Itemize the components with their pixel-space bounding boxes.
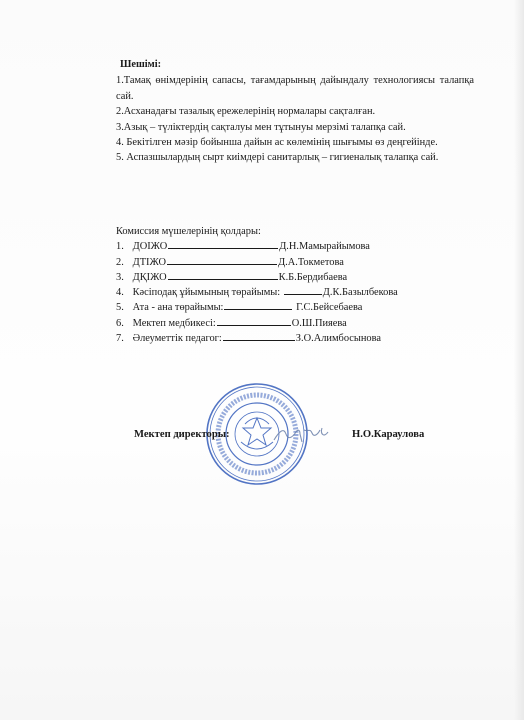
member-number: 6.: [116, 317, 124, 329]
commission-section: [116, 224, 476, 346]
member-number: 4.: [116, 287, 124, 299]
decision-item-2: 2.Асханадағы тазалық ережелерінің нормалары сақталған.: [116, 106, 376, 118]
commission-members-list: [116, 239, 476, 346]
director-name: Н.О.Караулова: [352, 429, 425, 440]
member-number: 2.: [116, 256, 124, 268]
signature-line: [217, 316, 291, 326]
signature-line: [224, 300, 292, 310]
member-row: [116, 239, 476, 254]
member-role: Кәсіподақ ұйымының төрайымы:: [132, 287, 281, 299]
member-row: [116, 255, 476, 270]
member-row: [116, 300, 476, 315]
member-name: О.Ш.Пияева: [291, 317, 347, 329]
decision-item-5: 5. Аспазшылардың сырт киімдері санитарлық – гигиеналық талапқа сай.: [116, 152, 439, 164]
decision-item-4: 4. Бекітілген мәзір бойынша дайын ас көлемінің шығымы өз деңгейінде.: [116, 137, 438, 149]
member-role: ДТІЖО: [132, 256, 167, 268]
director-title: Мектеп директоры:: [134, 429, 230, 440]
member-row: [116, 316, 476, 331]
decision-section: [116, 57, 474, 166]
director-signature: [272, 424, 332, 446]
member-row: [116, 270, 476, 285]
member-row: [116, 331, 476, 346]
member-name: З.О.Алимбосынова: [295, 333, 381, 345]
decision-item-1: 1.Тамақ өнімдерінің сапасы, тағамдарының дайындалу технологиясы талапқа сай.: [116, 75, 474, 102]
signature-line: [223, 331, 295, 341]
member-number: 1.: [116, 241, 124, 253]
member-number: 5.: [116, 302, 124, 314]
member-role: Ата - ана төрайымы:: [132, 302, 224, 314]
decision-item-3: 3.Азық – түліктердің сақталуы мен тұтынуы мерзімі талапқа сай.: [116, 121, 406, 133]
member-row: [116, 285, 476, 300]
decision-heading: Шешімі:: [120, 59, 162, 70]
member-number: 3.: [116, 271, 124, 283]
member-name: К.Б.Бердибаева: [278, 271, 348, 283]
member-role: ДҚІЖО: [132, 271, 167, 283]
page-edge-shadow: [514, 0, 524, 720]
member-name: Д.А.Токметова: [278, 256, 344, 268]
commission-title: Комиссия мүшелерінің қолдары:: [116, 226, 261, 237]
member-name: Д.Н.Мамырайымова: [279, 241, 370, 253]
signature-line: [168, 270, 278, 280]
signature-line: [168, 239, 278, 249]
signature-line: [167, 255, 277, 265]
member-name: Д.К.Базылбекова: [322, 287, 398, 299]
signature-line: [284, 285, 322, 295]
member-role: Әлеуметтік педагог:: [132, 333, 222, 345]
member-number: 7.: [116, 333, 124, 345]
member-role: Мектеп медбикесі:: [132, 317, 216, 329]
member-role: ДОІЖО: [132, 241, 168, 253]
member-name: Г.С.Бейсебаева: [296, 302, 363, 314]
